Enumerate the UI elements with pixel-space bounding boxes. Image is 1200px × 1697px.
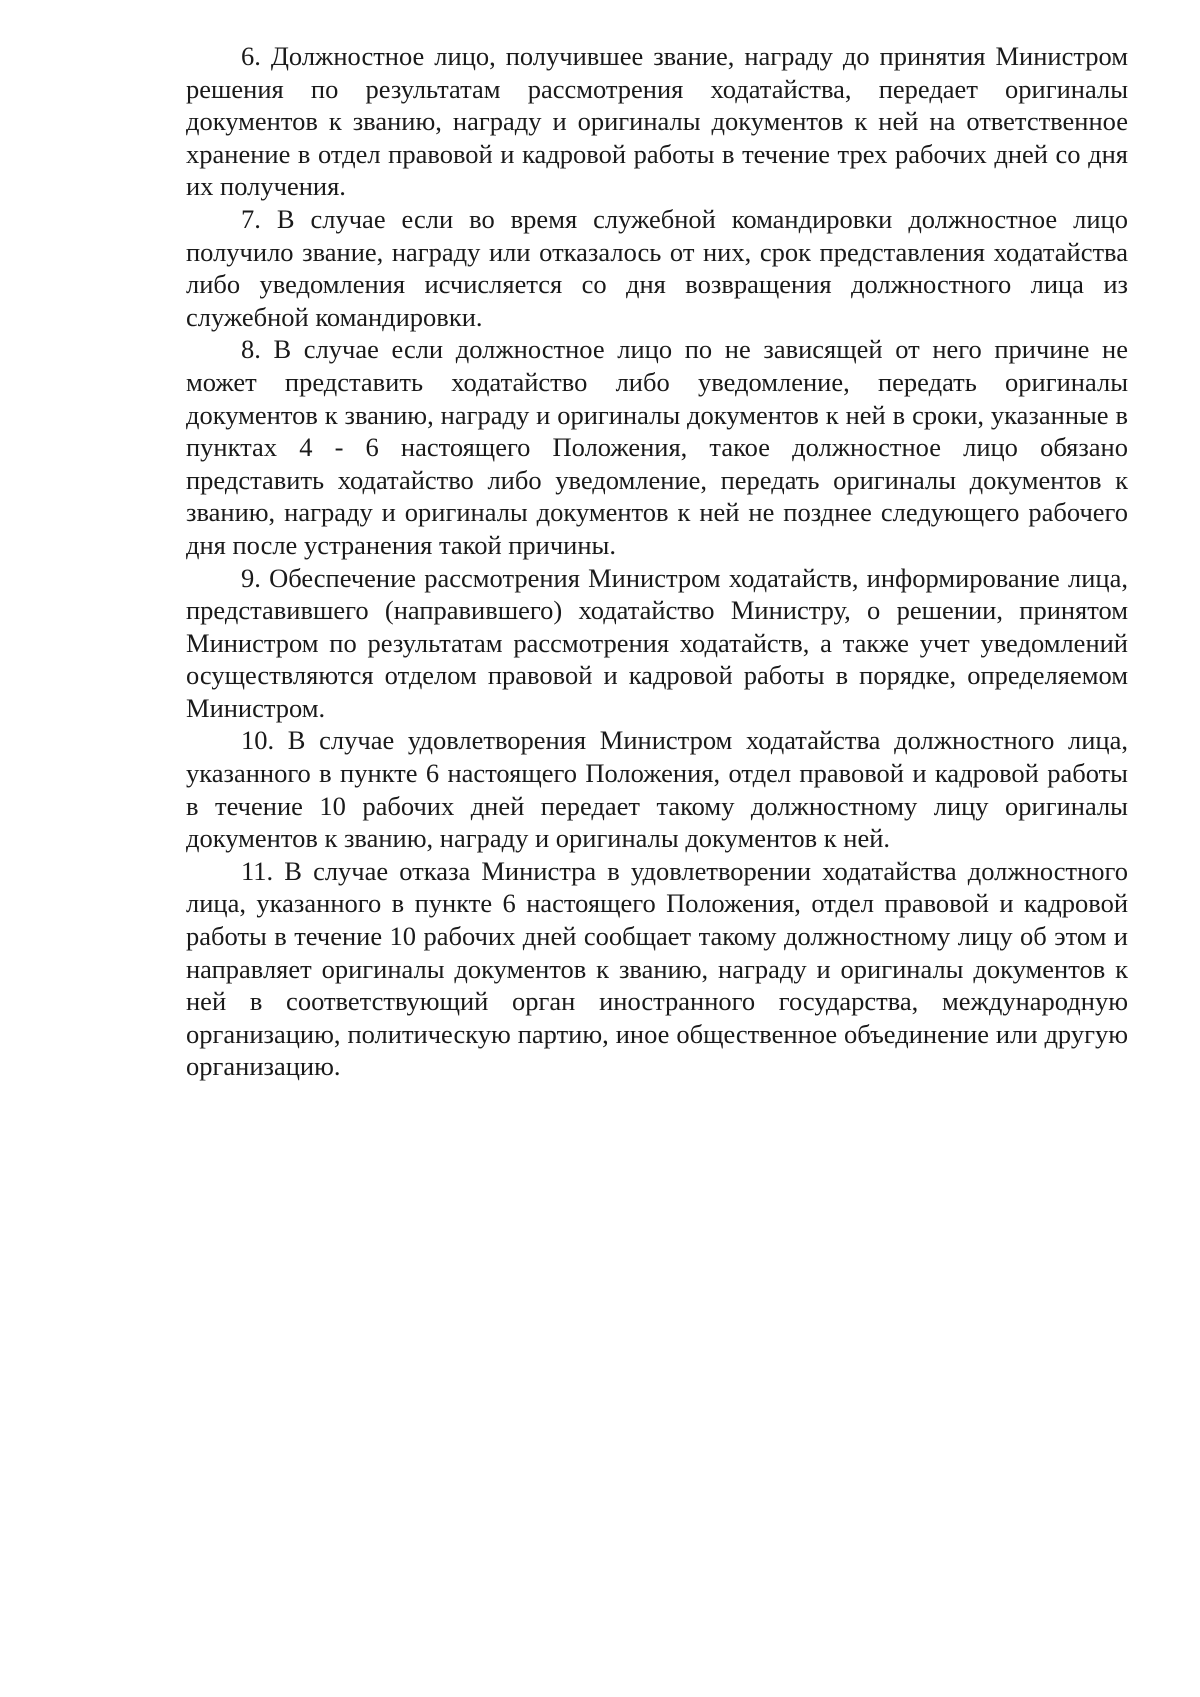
paragraph-7: 7. В случае если во время служебной командировки должностное лицо получило звание, награду или отказалось от них, срок представления ходатайства либо уведомления исчисляется со дня возвращения должностного лица из служебной командировки. [186,203,1128,332]
document-body [186,40,1128,1083]
paragraph-6: 6. Должностное лицо, получившее звание, награду до принятия Министром решения по результатам рассмотрения ходатайства, передает оригиналы документов к званию, награду и оригиналы документов к ней на ответственное хранение в отдел правовой и кадровой работы в течение трех рабочих дней со дня их получения. [186,41,1128,202]
paragraph-8: 8. В случае если должностное лицо по не зависящей от него причине не может представить ходатайство либо уведомление, передать оригиналы документов к званию, награду и оригиналы документов к ней в сроки, указанные в пунктах 4 - 6 настоящего Положения, такое должностное лицо обязано представить ходатайство либо уведомление, передать оригиналы документов к званию, награду и оригиналы документов к ней не позднее следующего рабочего дня после устранения такой причины. [186,334,1128,560]
paragraph-11: 11. В случае отказа Министра в удовлетворении ходатайства должностного лица, указанного в пункте 6 настоящего Положения, отдел правовой и кадровой работы в течение 10 рабочих дней сообщает такому должностному лицу об этом и направляет оригиналы документов к званию, награду и оригиналы документов к ней в соответствующий орган иностранного государства, международную организацию, политическую партию, иное общественное объединение или другую организацию. [186,855,1128,1082]
paragraph-9: 9. Обеспечение рассмотрения Министром ходатайств, информирование лица, представившего (направившего) ходатайство Министру, о решении, принятом Министром по результатам рассмотрения ходатайств, а также учет уведомлений осуществляются отделом правовой и кадровой работы в порядке, определяемом Министром. [186,562,1128,723]
paragraph-10: 10. В случае удовлетворения Министром ходатайства должностного лица, указанного в пункте 6 настоящего Положения, отдел правовой и кадровой работы в течение 10 рабочих дней передает такому должностному лицу оригиналы документов к званию, награду и оригиналы документов к ней. [186,725,1128,854]
